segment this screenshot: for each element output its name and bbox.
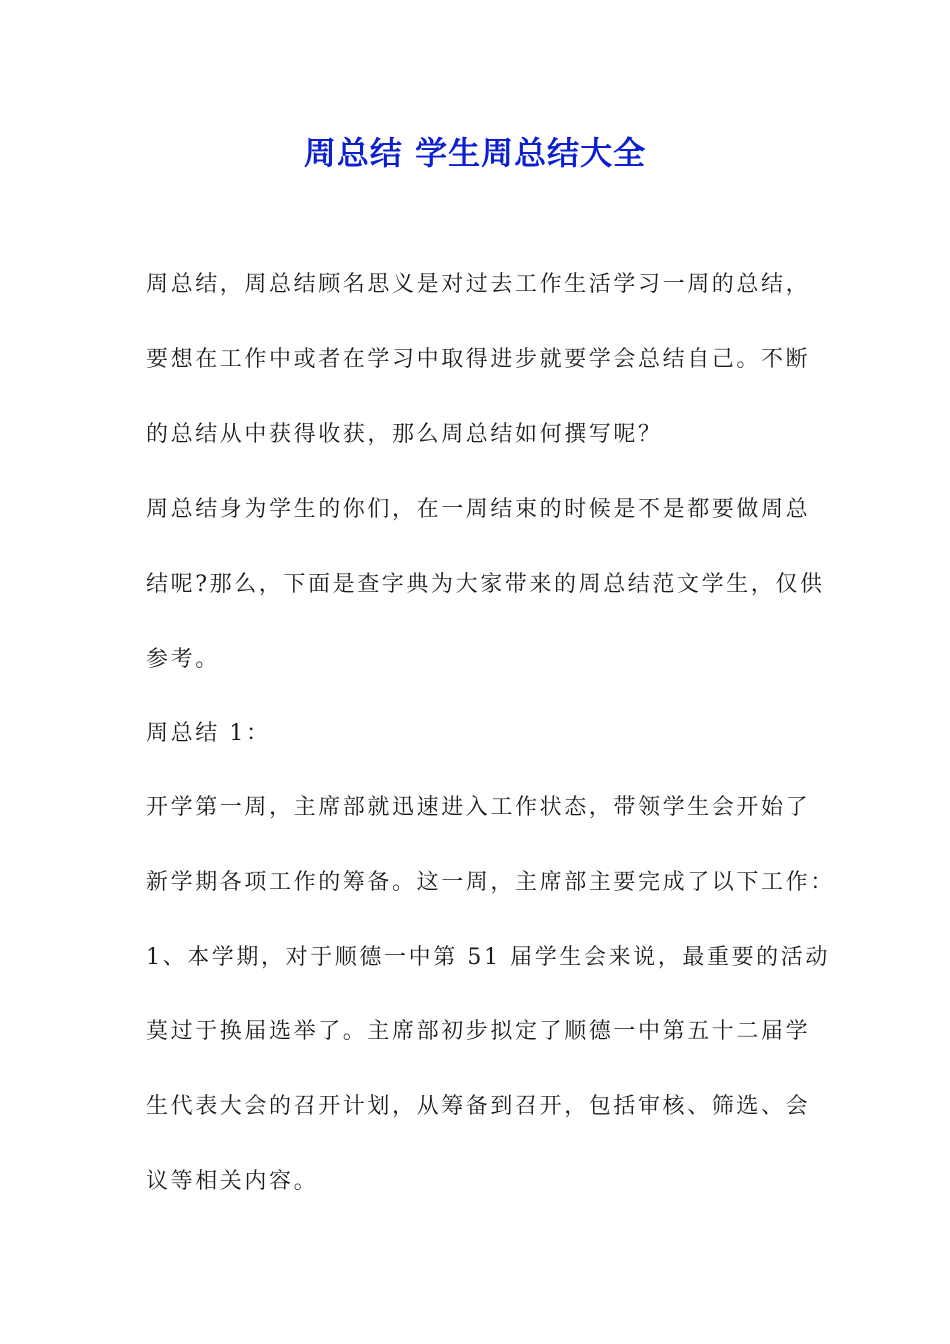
paragraph-line: 开学第一周，主席部就迅速进入工作状态，带领学生会开始了: [146, 795, 811, 820]
paragraph-line: 参考。: [146, 647, 220, 672]
paragraph-line: 新学期各项工作的筹备。这一周，主席部主要完成了以下工作：: [146, 870, 835, 895]
paragraph-line: 生代表大会的召开计划，从筹备到召开，包括审核、筛选、会: [146, 1094, 811, 1119]
paragraph-line: 周总结身为学生的你们，在一周结束的时候是不是都要做周总: [146, 497, 811, 522]
document-title: 周总结 学生周总结大全: [303, 134, 647, 172]
paragraph-line: 议等相关内容。: [146, 1169, 319, 1194]
paragraph-line: 结呢?那么，下面是查字典为大家带来的周总结范文学生，仅供: [146, 572, 825, 597]
paragraph-line: 周总结，周总结顾名思义是对过去工作生活学习一周的总结，: [146, 272, 811, 297]
paragraph-line: 莫过于换届选举了。主席部初步拟定了顺德一中第五十二届学: [146, 1019, 811, 1044]
paragraph-line: 1、本学期，对于顺德一中第 51 届学生会来说，最重要的活动: [146, 945, 830, 970]
section-heading: 周总结 1：: [146, 721, 271, 746]
paragraph-line: 要想在工作中或者在学习中取得进步就要学会总结自己。不断: [146, 347, 811, 372]
paragraph-line: 的总结从中获得收获，那么周总结如何撰写呢？: [146, 422, 663, 447]
